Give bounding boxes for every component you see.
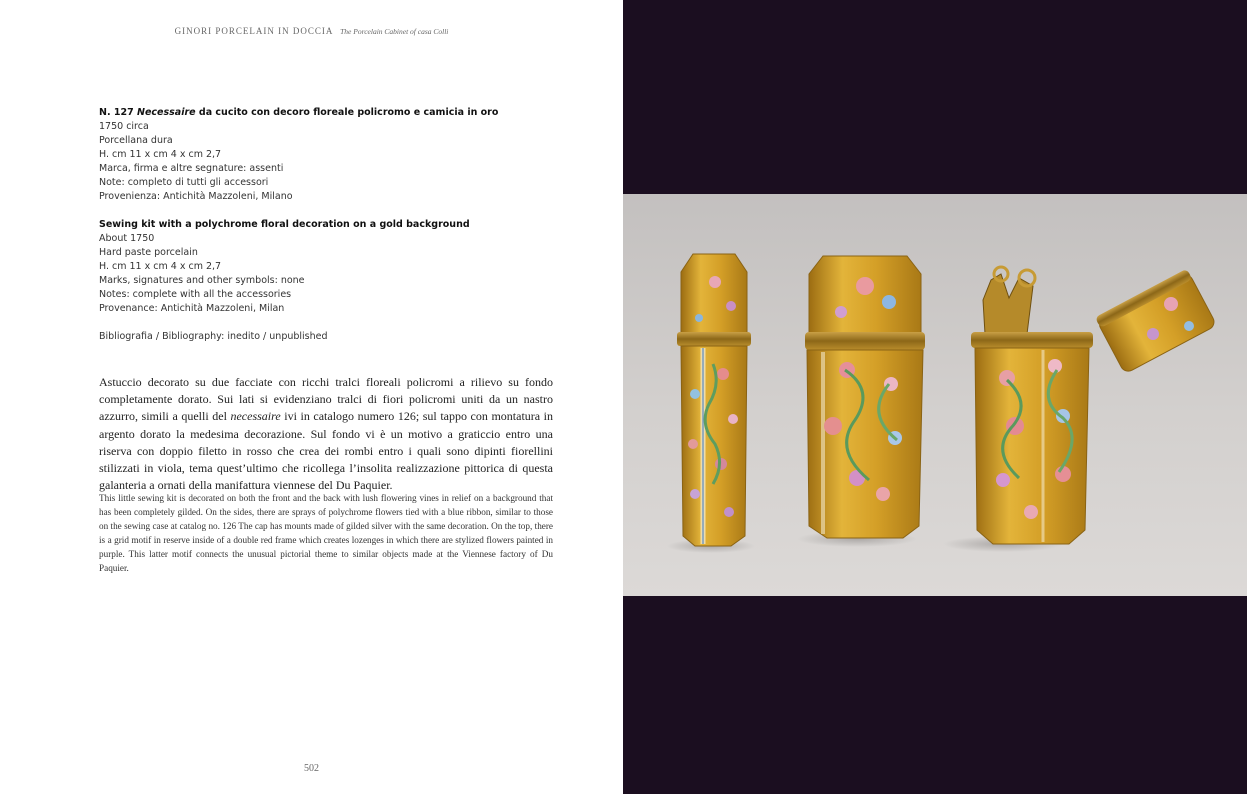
entry-notes-en: Notes: complete with all the accessories	[99, 289, 292, 300]
header-title: GINORI PORCELAIN IN DOCCIA	[174, 26, 333, 36]
description-english: This little sewing kit is decorated on both the front and the back with lush flowering vines in relief on a background that has been completely gilded. On the sides, there are sprays of polychrome flowers tied with a blue ribbon, similar to those on the sewing case at catalog no. 126 The cap has mounts made of gilded silver with the same decoration. On the top, there is a grid motif in reserve inside of a double red frame which creates lozenges in which there are stylized flowers painted in purple. This latter motif connects the unusual pictorial theme to similar objects made at the Viennese factory of Du Paquier.	[99, 493, 553, 574]
description-italian	[99, 374, 553, 494]
catalog-entry	[99, 106, 559, 344]
entry-title-rest: da cucito con decoro floreale policromo e camicia in oro	[198, 107, 499, 118]
entry-date-it: 1750 circa	[99, 121, 149, 132]
bibliography: Bibliografia / Bibliography: inedito / unpublished	[99, 331, 328, 342]
sewing-kit-photo	[623, 194, 1247, 596]
entry-provenance-it: Provenienza: Antichità Mazzoleni, Milano	[99, 191, 293, 202]
entry-title-en: Sewing kit with a polychrome floral decoration on a gold background	[99, 219, 470, 230]
narrow-case	[677, 254, 751, 546]
entry-dimensions-it: H. cm 11 x cm 4 x cm 2,7	[99, 149, 222, 160]
description-it-part1: Astuccio decorato su due facciate con ricchi tralci floreali policromi a rilievo su fondo completamente dorato. Sui lati si evidenziano tralci di fiori policromi uniti da un nastro azzurro, simili a quelli del	[99, 375, 553, 424]
entry-title-it	[99, 106, 559, 120]
large-case	[805, 256, 925, 538]
entry-marks-it: Marca, firma e altre segnature: assenti	[99, 163, 284, 174]
header-subtitle: The Porcelain Cabinet of casa Colli	[340, 27, 449, 36]
entry-notes-it: Note: completo di tutti gli accessori	[99, 177, 269, 188]
left-page	[0, 0, 623, 794]
entry-title-italic: Necessaire	[137, 107, 196, 118]
entry-material-en: Hard paste porcelain	[99, 247, 198, 258]
entry-material-it: Porcellana dura	[99, 135, 173, 146]
entry-number: N. 127	[99, 107, 134, 118]
description-it-part2: ivi in catalogo numero 126; sul tappo con montatura in argento dorato la medesima decorazione. Sul fondo vi è un motivo a graticcio entro una riserva con doppio filetto in rosso che crea dei rombi entro i quali sono dipinti fiorellini stilizzati in viola, tema quest’ultimo che ricollega l’insolita realizzazione pittorica di questa galanteria a ornati della manifattura viennese del Du Paquier.	[99, 409, 554, 493]
entry-marks-en: Marks, signatures and other symbols: none	[99, 275, 305, 286]
entry-date-en: About 1750	[99, 233, 155, 244]
running-header	[0, 26, 623, 36]
page-number: 502	[304, 763, 319, 774]
entry-provenance-en: Provenance: Antichità Mazzoleni, Milan	[99, 303, 285, 314]
description-it-italic: necessaire	[230, 409, 281, 424]
entry-dimensions-en: H. cm 11 x cm 4 x cm 2,7	[99, 261, 222, 272]
